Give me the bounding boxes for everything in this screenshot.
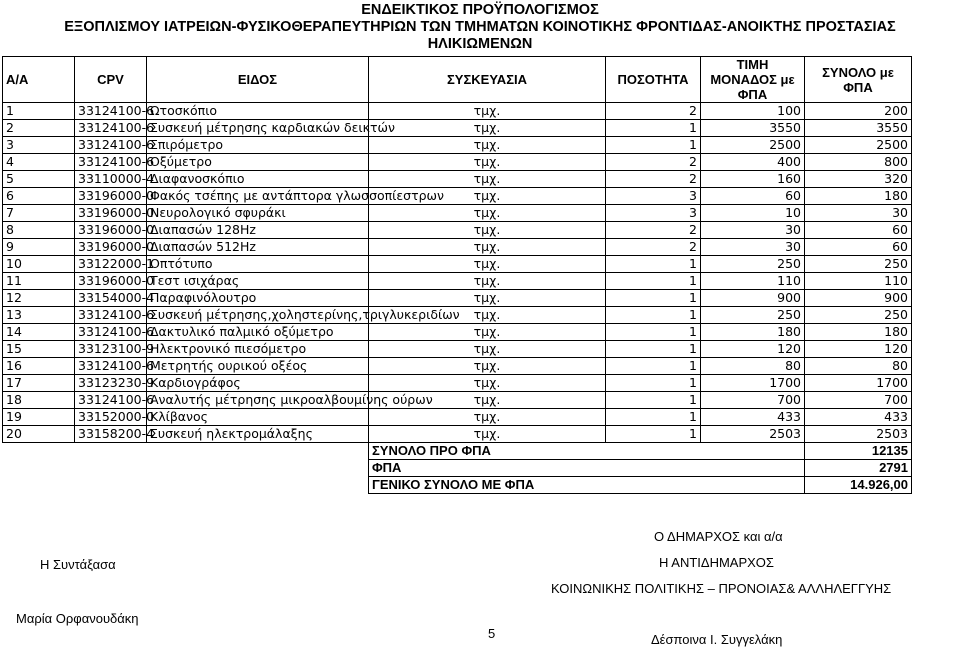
header-unit-price: ΤΙΜΗ ΜΟΝΑΔΟΣ με ΦΠΑ <box>701 57 805 103</box>
cell-total: 1700 <box>805 375 912 392</box>
cell-quantity: 1 <box>606 137 701 154</box>
cell-total: 800 <box>805 154 912 171</box>
cell-quantity: 2 <box>606 103 701 120</box>
cell-item: Σπιρόμετρο <box>147 137 369 154</box>
cell-item: Νευρολογικό σφυράκι <box>147 205 369 222</box>
cell-total: 200 <box>805 103 912 120</box>
cell-packaging: τμχ. <box>369 137 606 154</box>
cell-unit-price: 3550 <box>701 120 805 137</box>
cell-packaging: τμχ. <box>369 273 606 290</box>
cell-quantity: 1 <box>606 341 701 358</box>
table-body <box>3 103 912 443</box>
cell-unit-price: 30 <box>701 222 805 239</box>
department-label: ΚΟΙΝΩΝΙΚΗΣ ΠΟΛΙΤΙΚΗΣ – ΠΡΟΝΟΙΑΣ& ΑΛΛΗΛΕΓΓΥΗΣ <box>551 581 892 596</box>
cell-total: 700 <box>805 392 912 409</box>
table-row <box>3 171 912 188</box>
cell-cpv: 33196000-0 <box>75 188 147 205</box>
totals-section <box>3 443 912 494</box>
deputy-mayor-name: Δέσποινα Ι. Συγγελάκη <box>651 632 783 647</box>
cell-item: Συσκευή μέτρησης,χοληστερίνης,τριγλυκεριδίων <box>147 307 369 324</box>
header-quantity: ΠΟΣΟΤΗΤΑ <box>606 57 701 103</box>
cell-total: 2500 <box>805 137 912 154</box>
cell-unit-price: 2503 <box>701 426 805 443</box>
cell-packaging: τμχ. <box>369 358 606 375</box>
cell-total: 250 <box>805 307 912 324</box>
cell-quantity: 1 <box>606 358 701 375</box>
cell-total: 60 <box>805 239 912 256</box>
cell-aa: 15 <box>3 341 75 358</box>
cell-item: Αναλυτής μέτρησης μικροαλβουμίνης ούρων <box>147 392 369 409</box>
cell-cpv: 33124100-6 <box>75 103 147 120</box>
table-row <box>3 290 912 307</box>
cell-aa: 17 <box>3 375 75 392</box>
net-total-value: 12135 <box>805 443 912 460</box>
document-title: ΕΝΔΕΙΚΤΙΚΟΣ ΠΡΟΫΠΟΛΟΓΙΣΜΟΣ <box>361 2 599 18</box>
cell-quantity: 2 <box>606 171 701 188</box>
cell-cpv: 33124100-6 <box>75 120 147 137</box>
cell-quantity: 2 <box>606 154 701 171</box>
table-row <box>3 222 912 239</box>
table-row <box>3 341 912 358</box>
table-row <box>3 120 912 137</box>
header-total: ΣΥΝΟΛΟ με ΦΠΑ <box>805 57 912 103</box>
cell-aa: 18 <box>3 392 75 409</box>
cell-quantity: 1 <box>606 375 701 392</box>
cell-packaging: τμχ. <box>369 171 606 188</box>
grand-total-value: 14.926,00 <box>805 477 912 494</box>
cell-unit-price: 250 <box>701 256 805 273</box>
table-row <box>3 137 912 154</box>
cell-item: Ηλεκτρονικό πιεσόμετρο <box>147 341 369 358</box>
cell-packaging: τμχ. <box>369 426 606 443</box>
table-header-row <box>3 57 912 103</box>
cell-quantity: 1 <box>606 290 701 307</box>
table-row <box>3 375 912 392</box>
cell-cpv: 33110000-4 <box>75 171 147 188</box>
cell-aa: 7 <box>3 205 75 222</box>
budget-table <box>2 56 912 494</box>
cell-item: Παραφινόλουτρο <box>147 290 369 307</box>
cell-item: Ωτοσκόπιο <box>147 103 369 120</box>
cell-cpv: 33124100-6 <box>75 137 147 154</box>
cell-item: Διαπασών 128Hz <box>147 222 369 239</box>
cell-cpv: 33122000-1 <box>75 256 147 273</box>
cell-cpv: 33196000-0 <box>75 222 147 239</box>
table-row <box>3 239 912 256</box>
cell-quantity: 1 <box>606 307 701 324</box>
cell-item: Καρδιογράφος <box>147 375 369 392</box>
cell-total: 110 <box>805 273 912 290</box>
deputy-mayor-label: Η ΑΝΤΙΔΗΜΑΡΧΟΣ <box>659 555 774 570</box>
page-number: 5 <box>488 626 496 641</box>
cell-unit-price: 60 <box>701 188 805 205</box>
cell-item: Διαπασών 512Hz <box>147 239 369 256</box>
cell-quantity: 1 <box>606 392 701 409</box>
cell-unit-price: 10 <box>701 205 805 222</box>
cell-aa: 13 <box>3 307 75 324</box>
cell-total: 80 <box>805 358 912 375</box>
header-aa: Α/Α <box>3 57 75 103</box>
cell-unit-price: 100 <box>701 103 805 120</box>
cell-cpv: 33124100-6 <box>75 307 147 324</box>
table-row <box>3 426 912 443</box>
cell-total: 433 <box>805 409 912 426</box>
cell-aa: 9 <box>3 239 75 256</box>
cell-quantity: 2 <box>606 239 701 256</box>
cell-item: Συσκευή μέτρησης καρδιακών δεικτών <box>147 120 369 137</box>
cell-unit-price: 400 <box>701 154 805 171</box>
cell-aa: 12 <box>3 290 75 307</box>
cell-packaging: τμχ. <box>369 188 606 205</box>
cell-cpv: 33123230-9 <box>75 375 147 392</box>
cell-item: Μετρητής ουρικού οξέος <box>147 358 369 375</box>
table-row <box>3 324 912 341</box>
cell-aa: 16 <box>3 358 75 375</box>
cell-packaging: τμχ. <box>369 205 606 222</box>
cell-item: Δακτυλικό παλμικό οξύμετρο <box>147 324 369 341</box>
table-row <box>3 392 912 409</box>
cell-total: 2503 <box>805 426 912 443</box>
cell-unit-price: 1700 <box>701 375 805 392</box>
table-row <box>3 273 912 290</box>
cell-cpv: 33158200-4 <box>75 426 147 443</box>
header-packaging: ΣΥΣΚΕΥΑΣΙΑ <box>369 57 606 103</box>
cell-aa: 5 <box>3 171 75 188</box>
cell-packaging: τμχ. <box>369 375 606 392</box>
cell-total: 180 <box>805 188 912 205</box>
cell-quantity: 1 <box>606 273 701 290</box>
cell-quantity: 1 <box>606 256 701 273</box>
cell-aa: 8 <box>3 222 75 239</box>
cell-packaging: τμχ. <box>369 256 606 273</box>
vat-value: 2791 <box>805 460 912 477</box>
cell-unit-price: 180 <box>701 324 805 341</box>
cell-unit-price: 110 <box>701 273 805 290</box>
cell-item: Οπτότυπο <box>147 256 369 273</box>
cell-packaging: τμχ. <box>369 307 606 324</box>
header-cpv: CPV <box>75 57 147 103</box>
composer-name: Μαρία Ορφανουδάκη <box>16 611 139 626</box>
cell-cpv: 33123100-9 <box>75 341 147 358</box>
table-row <box>3 256 912 273</box>
cell-packaging: τμχ. <box>369 341 606 358</box>
cell-unit-price: 433 <box>701 409 805 426</box>
table-row <box>3 188 912 205</box>
cell-unit-price: 30 <box>701 239 805 256</box>
cell-unit-price: 2500 <box>701 137 805 154</box>
cell-cpv: 33124100-6 <box>75 324 147 341</box>
cell-cpv: 33152000-0 <box>75 409 147 426</box>
table-row <box>3 409 912 426</box>
cell-total: 320 <box>805 171 912 188</box>
vat-label: ΦΠΑ <box>369 460 805 477</box>
table-row <box>3 103 912 120</box>
grand-total-label: ΓΕΝΙΚΟ ΣΥΝΟΛΟ ΜΕ ΦΠΑ <box>369 477 805 494</box>
cell-quantity: 1 <box>606 324 701 341</box>
cell-unit-price: 120 <box>701 341 805 358</box>
header-item: ΕΙΔΟΣ <box>147 57 369 103</box>
cell-cpv: 33124100-6 <box>75 358 147 375</box>
cell-unit-price: 900 <box>701 290 805 307</box>
cell-total: 900 <box>805 290 912 307</box>
cell-item: Φακός τσέπης με αντάπτορα γλωσσοπίεστρων <box>147 188 369 205</box>
document-subtitle: ΕΞΟΠΛΙΣΜΟΥ ΙΑΤΡΕΙΩΝ-ΦΥΣΙΚΟΘΕΡΑΠΕΥΤΗΡΙΩΝ ΤΩΝ ΤΜΗΜΑΤΩΝ ΚΟΙΝΟΤΙΚΗΣ ΦΡΟΝΤΙΔΑΣ-ΑΝΟΙΚΤΗΣ ΠΡΟΣΤΑΣΙΑΣ <box>64 19 896 35</box>
cell-aa: 1 <box>3 103 75 120</box>
cell-packaging: τμχ. <box>369 120 606 137</box>
cell-quantity: 1 <box>606 120 701 137</box>
cell-unit-price: 160 <box>701 171 805 188</box>
cell-cpv: 33124100-6 <box>75 392 147 409</box>
cell-aa: 3 <box>3 137 75 154</box>
cell-aa: 19 <box>3 409 75 426</box>
cell-aa: 2 <box>3 120 75 137</box>
cell-quantity: 1 <box>606 426 701 443</box>
net-total-row <box>3 443 912 460</box>
cell-packaging: τμχ. <box>369 290 606 307</box>
mayor-label: Ο ΔΗΜΑΡΧΟΣ και α/α <box>654 529 783 544</box>
cell-packaging: τμχ. <box>369 392 606 409</box>
cell-packaging: τμχ. <box>369 154 606 171</box>
table-row <box>3 358 912 375</box>
cell-item: Τεστ ισιχάρας <box>147 273 369 290</box>
cell-total: 3550 <box>805 120 912 137</box>
cell-total: 250 <box>805 256 912 273</box>
cell-cpv: 33196000-0 <box>75 273 147 290</box>
cell-quantity: 1 <box>606 409 701 426</box>
cell-cpv: 33154000-4 <box>75 290 147 307</box>
cell-packaging: τμχ. <box>369 239 606 256</box>
cell-total: 60 <box>805 222 912 239</box>
cell-item: Κλίβανος <box>147 409 369 426</box>
grand-total-row <box>3 477 912 494</box>
cell-unit-price: 80 <box>701 358 805 375</box>
net-total-label: ΣΥΝΟΛΟ ΠΡΟ ΦΠΑ <box>369 443 805 460</box>
cell-quantity: 3 <box>606 205 701 222</box>
cell-cpv: 33124100-6 <box>75 154 147 171</box>
cell-aa: 6 <box>3 188 75 205</box>
table-row <box>3 205 912 222</box>
cell-aa: 14 <box>3 324 75 341</box>
cell-packaging: τμχ. <box>369 324 606 341</box>
cell-packaging: τμχ. <box>369 103 606 120</box>
cell-item: Διαφανοσκόπιο <box>147 171 369 188</box>
cell-item: Οξύμετρο <box>147 154 369 171</box>
cell-aa: 11 <box>3 273 75 290</box>
cell-item: Συσκευή ηλεκτρομάλαξης <box>147 426 369 443</box>
cell-quantity: 2 <box>606 222 701 239</box>
cell-cpv: 33196000-0 <box>75 239 147 256</box>
cell-quantity: 3 <box>606 188 701 205</box>
cell-total: 120 <box>805 341 912 358</box>
cell-aa: 10 <box>3 256 75 273</box>
cell-aa: 4 <box>3 154 75 171</box>
vat-row <box>3 460 912 477</box>
cell-unit-price: 700 <box>701 392 805 409</box>
cell-total: 180 <box>805 324 912 341</box>
document-subtitle-continued: ΗΛΙΚΙΩΜΕΝΩΝ <box>427 36 533 52</box>
cell-cpv: 33196000-0 <box>75 205 147 222</box>
table-row <box>3 307 912 324</box>
cell-total: 30 <box>805 205 912 222</box>
composer-label: Η Συντάξασα <box>40 557 116 572</box>
table-row <box>3 154 912 171</box>
cell-unit-price: 250 <box>701 307 805 324</box>
cell-aa: 20 <box>3 426 75 443</box>
cell-packaging: τμχ. <box>369 222 606 239</box>
cell-packaging: τμχ. <box>369 409 606 426</box>
